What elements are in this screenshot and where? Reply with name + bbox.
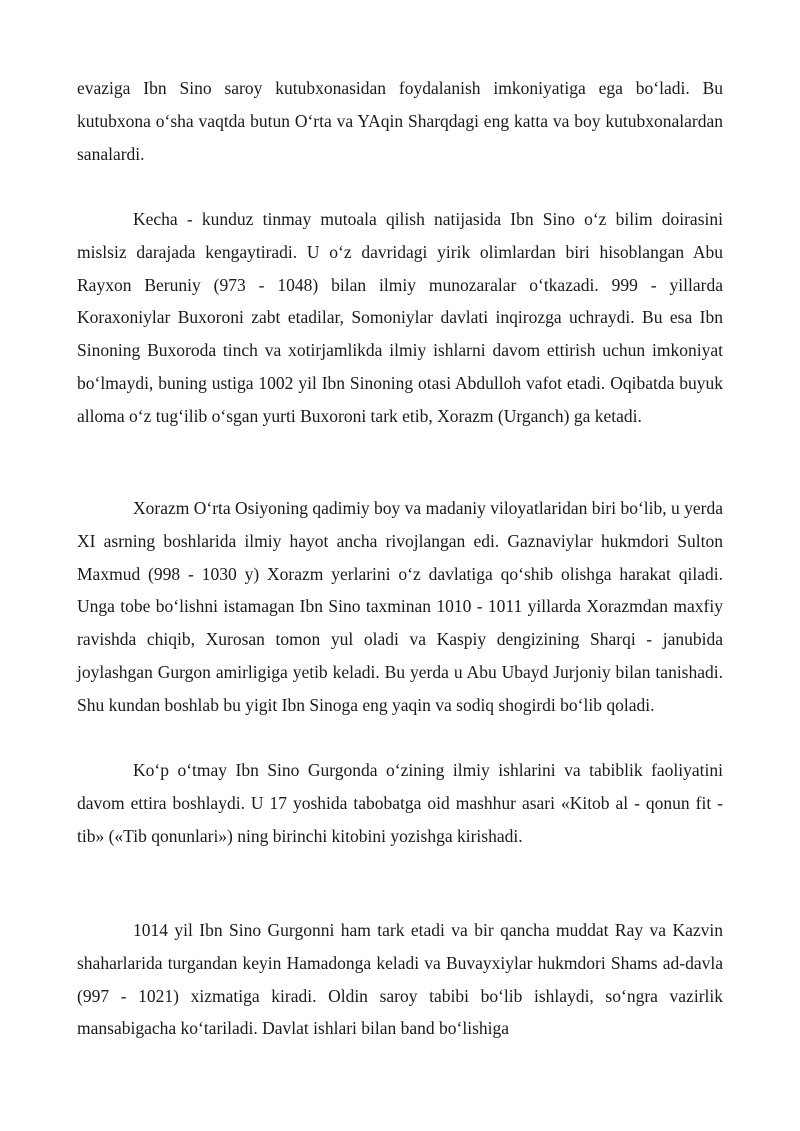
paragraph-2: Kecha - kunduz tinmay mutoala qilish natijasida Ibn Sino o‘z bilim doirasini mislsiz darajada kengaytiradi. U o‘z davridagi yirik olimlardan biri hisoblangan Abu Rayxon Beruniy (973 - 1048) bilan ilmiy munozaralar o‘tkazadi. 999 - yillarda Koraxoniylar Buxoroni zabt etadilar, Somoniylar davlati inqirozga uchraydi. Bu esa Ibn Sinoning Buxoroda tinch va xotirjamlikda ilmiy ishlarni davom ettirish uchun imkoniyat bo‘lmaydi, buning ustiga 1002 yil Ibn Sinoning otasi Abdulloh vafot etadi. Oqibatda buyuk alloma o‘z tug‘ilib o‘sgan yurti Buxoroni tark etib, Xorazm (Urganch) ga ketadi. xyxy=(77,209,723,426)
paragraph-5: 1014 yil Ibn Sino Gurgonni ham tark etadi va bir qancha muddat Ray va Kazvin shaharlarida turgandan keyin Hamadonga keladi va Buvayxiylar hukmdori Shams ad-davla (997 - 1021) xizmatiga kiradi. Oldin saroy tabibi bo‘lib ishlaydi, so‘ngra vazirlik mansabigacha ko‘tariladi. Davlat ishlari bilan band bo‘lishiga xyxy=(77,920,723,1039)
paragraph-3: Xorazm O‘rta Osiyoning qadimiy boy va madaniy viloyatlaridan biri bo‘lib, u yerda XI asrning boshlarida ilmiy hayot ancha rivojlangan edi. Gaznaviylar hukmdori Sulton Maxmud (998 - 1030 y) Xorazm yerlarini o‘z davlatiga qo‘shib olishga harakat qiladi. Unga tobe bo‘lishni istamagan Ibn Sino taxminan 1010 - 1011 yillarda Xorazmdan maxfiy ravishda chiqib, Xurosan tomon yul oladi va Kaspiy dengizining Sharqi - janubida joylashgan Gurgon amirligiga yetib keladi. Bu yerda u Abu Ubayd Jurjoniy bilan tanishadi. Shu kundan boshlab bu yigit Ibn Sinoga eng yaqin va sodiq shogirdi bo‘lib qoladi. xyxy=(77,498,723,715)
paragraph-1: evaziga Ibn Sino saroy kutubxonasidan foydalanish imkoniyatiga ega bo‘ladi. Bu kutubxona o‘sha vaqtda butun O‘rta va YAqin Sharqdagi eng katta va boy kutubxonalardan sanalardi. xyxy=(77,78,723,164)
paragraph-4: Ko‘p o‘tmay Ibn Sino Gurgonda o‘zining ilmiy ishlarini va tabiblik faoliyatini davom ettira boshlaydi. U 17 yoshida tabobatga oid mashhur asari «Kitob al - qonun fit - tib» («Tib qonunlari») ning birinchi kitobini yozishga kirishadi. xyxy=(77,760,723,846)
